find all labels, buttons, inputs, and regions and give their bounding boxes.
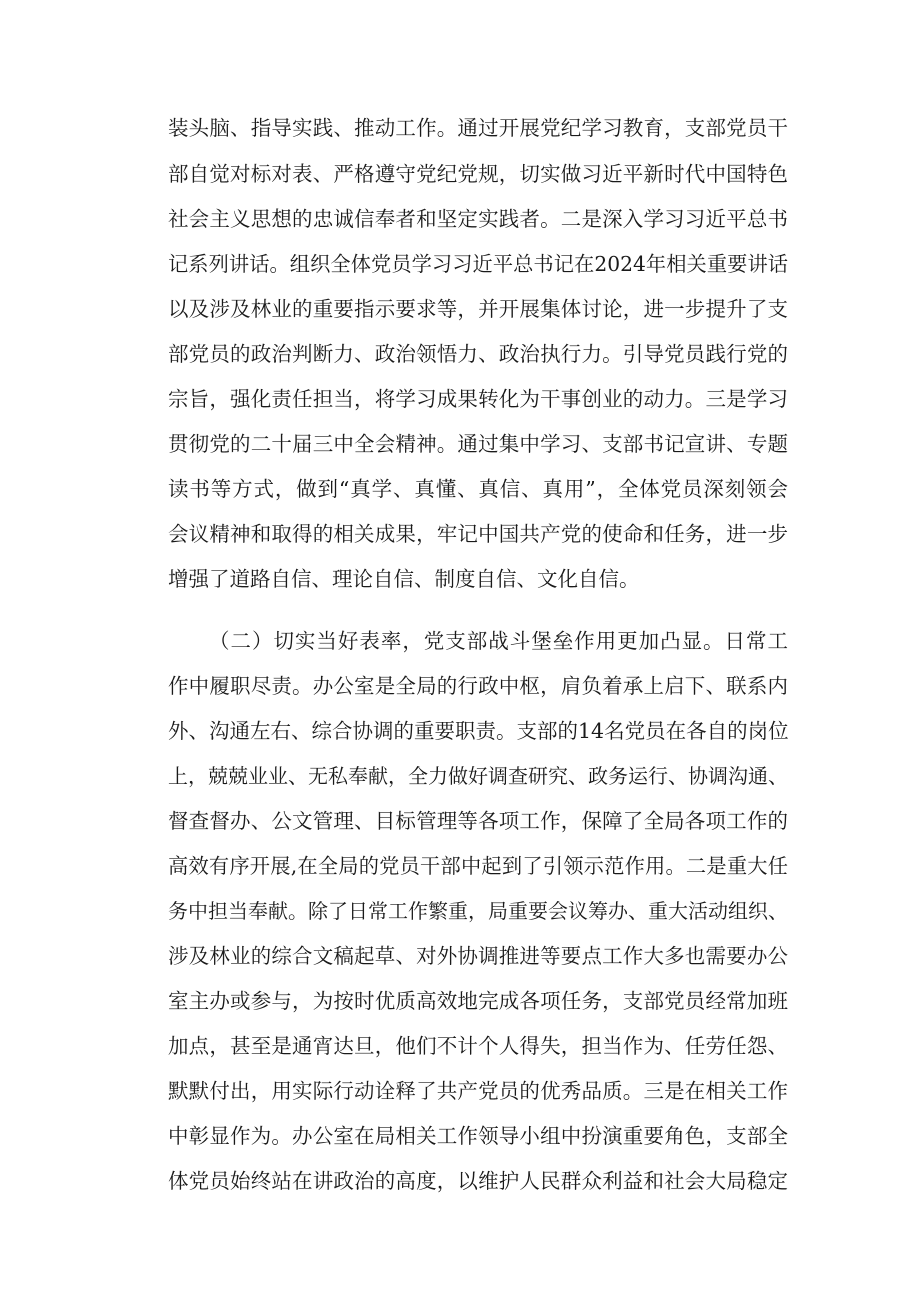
paragraph-1-line-1: 装头脑、指导实践、推动工作。通过开展党纪学习教育，支部党员干: [168, 116, 788, 140]
paragraph-1-line-6: 部党员的政治判断力、政治领悟力、政治执行力。引导党员践行党的: [168, 342, 788, 366]
paragraph-1-line-5: 以及涉及林业的重要指示要求等，并开展集体讨论，进一步提升了支: [168, 297, 788, 321]
paragraph-2-line-11: 默默付出，用实际行动诠释了共产党员的优秀品质。三是在相关工作: [168, 1079, 788, 1103]
paragraph-1-line-11: 增强了道路自信、理论自信、制度自信、文化自信。: [168, 567, 640, 591]
paragraph-2-line-8: 涉及林业的综合文稿起草、对外协调推进等要点工作大多也需要办公: [168, 944, 788, 968]
paragraph-1-line-8: 贯彻党的二十届三中全会精神。通过集中学习、支部书记宣讲、专题: [168, 432, 788, 456]
paragraph-2-line-9: 室主办或参与，为按时优质高效地完成各项任务，支部党员经常加班: [168, 989, 788, 1013]
paragraph-2-line-2: 作中履职尽责。办公室是全局的行政中枢，肩负着承上启下、联系内: [168, 674, 788, 698]
paragraph-1-line-10: 会议精神和取得的相关成果，牢记中国共产党的使命和任务，进一步: [168, 522, 788, 546]
paragraph-2-line-13: 体党员始终站在讲政治的高度，以维护人民群众利益和社会大局稳定: [168, 1169, 788, 1193]
paragraph-1-line-9: 读书等方式，做到“真学、真懂、真信、真用”，全体党员深刻领会: [168, 477, 788, 501]
paragraph-1-line-2: 部自觉对标对表、严格遵守党纪党规，切实做习近平新时代中国特色: [168, 162, 788, 186]
paragraph-2-line-10: 加点，甚至是通宵达旦，他们不计个人得失，担当作为、任劳任怨、: [168, 1034, 788, 1058]
paragraph-2-line-5: 督查督办、公文管理、目标管理等各项工作，保障了全局各项工作的: [168, 809, 788, 833]
paragraph-1-line-7: 宗旨，强化责任担当，将学习成果转化为干事创业的动力。三是学习: [168, 387, 788, 411]
paragraph-2-line-1: （二）切实当好表率，党支部战斗堡垒作用更加凸显。日常工: [209, 629, 788, 653]
paragraph-2-line-12: 中彰显作为。办公室在局相关工作领导小组中扮演重要角色，支部全: [168, 1124, 788, 1148]
paragraph-2-line-3: 外、沟通左右、综合协调的重要职责。支部的14名党员在各自的岗位: [168, 719, 789, 743]
paragraph-1-line-3: 社会主义思想的忠诚信奉者和坚定实践者。二是深入学习习近平总书: [168, 207, 788, 231]
paragraph-2-line-6: 高效有序开展,在全局的党员干部中起到了引领示范作用。二是重大任: [168, 854, 788, 878]
paragraph-2-line-7: 务中担当奉献。除了日常工作繁重，局重要会议筹办、重大活动组织、: [168, 899, 788, 923]
paragraph-1-line-4: 记系列讲话。组织全体党员学习习近平总书记在2024年相关重要讲话: [168, 252, 788, 276]
paragraph-2-line-4: 上，兢兢业业、无私奉献，全力做好调查研究、政务运行、协调沟通、: [168, 764, 788, 788]
